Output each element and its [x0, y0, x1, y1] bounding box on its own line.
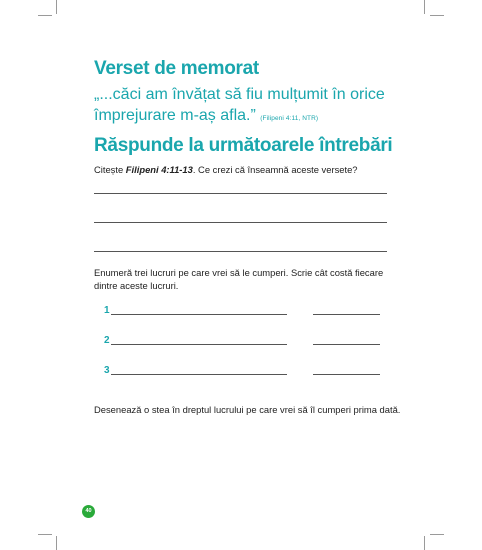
memory-verse-quote — [94, 84, 414, 129]
crop-mark — [424, 536, 425, 550]
question-2: Enumeră trei lucruri pe care vrei să le cumperi. Scrie cât costă fiecare dintre aceste lucruri. — [94, 267, 384, 291]
item-line[interactable] — [111, 374, 287, 375]
question-1-reference: Filipeni 4:11-13 — [125, 164, 193, 175]
memory-verse-title: Verset de memorat — [94, 58, 259, 79]
price-line[interactable] — [313, 314, 380, 315]
page-number-badge: 40 — [82, 505, 95, 518]
item-number: 3 — [104, 365, 110, 376]
questions-title: Răspunde la următoarele întrebări — [94, 135, 393, 156]
answer-line[interactable] — [94, 251, 387, 252]
crop-mark — [38, 534, 52, 535]
price-line[interactable] — [313, 344, 380, 345]
item-line[interactable] — [111, 314, 287, 315]
crop-mark — [56, 536, 57, 550]
crop-mark — [424, 0, 425, 14]
question-1-suffix: . Ce crezi că înseamnă aceste versete? — [192, 164, 358, 175]
price-line[interactable] — [313, 374, 380, 375]
verse-reference: (Filipeni 4:11, NTR) — [260, 115, 319, 122]
answer-line[interactable] — [94, 222, 387, 223]
item-number: 2 — [104, 335, 110, 346]
crop-mark — [430, 534, 444, 535]
item-line[interactable] — [111, 344, 287, 345]
item-number: 1 — [104, 305, 110, 316]
answer-line[interactable] — [94, 193, 387, 194]
crop-mark — [430, 15, 444, 16]
question-1-prefix: Citește — [94, 164, 126, 175]
verse-text: „...căci am învățat să fiu mulțumit în orice împrejurare m-aș afla.” — [94, 86, 385, 124]
crop-mark — [38, 15, 52, 16]
crop-mark — [56, 0, 57, 14]
question-1 — [94, 163, 358, 176]
question-3: Desenează o stea în dreptul lucrului pe care vrei să îl cumperi prima dată. — [94, 404, 401, 415]
